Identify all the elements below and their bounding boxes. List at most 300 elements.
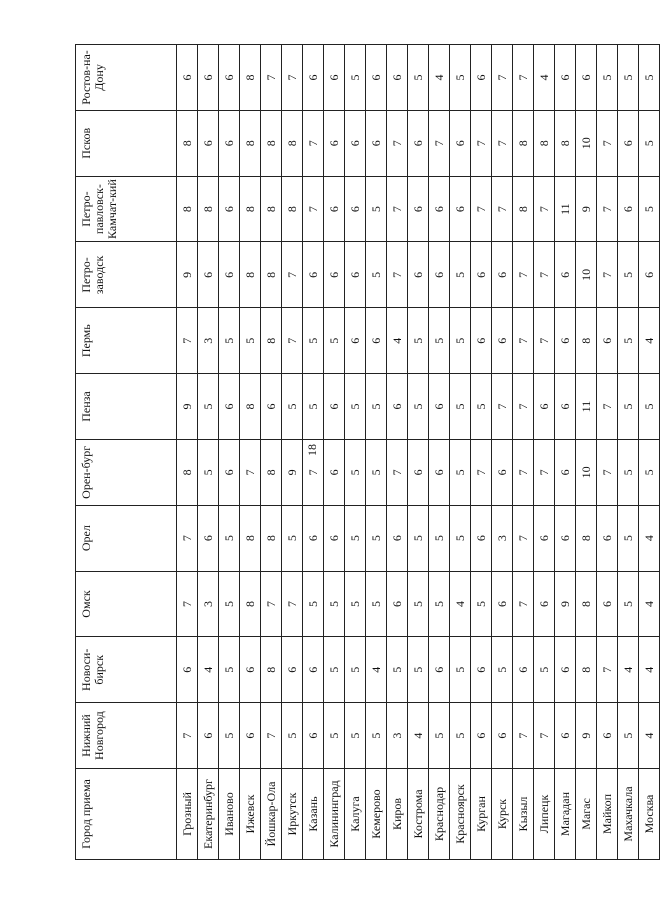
column-header: Ростов-на-Дону: [76, 45, 177, 111]
table-cell: 6: [240, 703, 261, 769]
table-cell: 8: [240, 505, 261, 571]
row-city: Краснодар: [429, 769, 450, 860]
table-cell: 5: [618, 505, 639, 571]
column-header: Пермь: [76, 308, 177, 374]
table-cell: 11: [555, 176, 576, 242]
row-city: Магас: [576, 769, 597, 860]
table-cell: 6: [555, 439, 576, 505]
table-cell: 7: [282, 45, 303, 111]
table-cell: 8: [282, 176, 303, 242]
table-row: [492, 45, 513, 860]
table-cell: 7: [534, 439, 555, 505]
row-city: Ижевск: [240, 769, 261, 860]
table-cell: 9: [177, 242, 198, 308]
column-header: Нижний Новгород: [76, 703, 177, 769]
table-cell: 7: [387, 439, 408, 505]
column-header: Петро-заводск: [76, 242, 177, 308]
table-cell: 5: [450, 505, 471, 571]
row-city: Кострома: [408, 769, 429, 860]
table-cell: 5: [429, 308, 450, 374]
table-cell: 8: [240, 110, 261, 176]
table-cell: 6: [408, 242, 429, 308]
table-cell: 5: [324, 703, 345, 769]
table-cell: 6: [492, 703, 513, 769]
table-cell: 7: [261, 571, 282, 637]
column-header: Орел: [76, 505, 177, 571]
table-cell: 3: [492, 505, 513, 571]
row-city: Кемерово: [366, 769, 387, 860]
table-cell: 6: [492, 571, 513, 637]
row-city: Махачкала: [618, 769, 639, 860]
table-cell: 7: [471, 110, 492, 176]
table-cell: 6: [303, 703, 324, 769]
table-cell: 6: [324, 45, 345, 111]
table-cell: 6: [324, 374, 345, 440]
table-cell: 5: [408, 308, 429, 374]
table-cell: 5: [408, 374, 429, 440]
table-row: [324, 45, 345, 860]
table-cell: 5: [219, 571, 240, 637]
table-cell: 6: [408, 110, 429, 176]
table-cell: 8: [513, 110, 534, 176]
table-row: [387, 45, 408, 860]
table-cell: 6: [555, 45, 576, 111]
table-cell: 5: [345, 703, 366, 769]
row-city: Курган: [471, 769, 492, 860]
table-cell: 7: [177, 505, 198, 571]
table-cell: 6: [198, 242, 219, 308]
table-cell: 6: [240, 637, 261, 703]
table-cell: 7: [597, 374, 618, 440]
table-cell: 6: [408, 176, 429, 242]
table-cell: 5: [408, 637, 429, 703]
table-cell: 6: [513, 637, 534, 703]
table-cell: 6: [366, 45, 387, 111]
table-cell: 8: [177, 110, 198, 176]
table-cell: 5: [450, 308, 471, 374]
table-cell: 8: [261, 637, 282, 703]
table-cell: 7: [177, 703, 198, 769]
table-cell: 4: [639, 703, 660, 769]
table-cell: 7: [513, 374, 534, 440]
row-city: Екатеринбург: [198, 769, 219, 860]
table-cell: 5: [324, 571, 345, 637]
table-cell: 7: [534, 703, 555, 769]
table-cell: 5: [366, 176, 387, 242]
table-row: [471, 45, 492, 860]
table-cell: 9: [282, 439, 303, 505]
table-cell: 7: [513, 308, 534, 374]
table-header-row: [76, 45, 177, 860]
table-cell: 7: [282, 242, 303, 308]
table-cell: 6: [282, 637, 303, 703]
table-cell: 7: [513, 703, 534, 769]
table-cell: 5: [450, 703, 471, 769]
row-city: Иркутск: [282, 769, 303, 860]
row-city: Грозный: [177, 769, 198, 860]
table-body: [177, 45, 660, 860]
table-cell: 5: [450, 45, 471, 111]
table-row: [555, 45, 576, 860]
table-cell: 6: [555, 637, 576, 703]
table-cell: 5: [303, 374, 324, 440]
table-cell: 8: [576, 505, 597, 571]
table-cell: 5: [639, 45, 660, 111]
table-cell: 5: [408, 45, 429, 111]
table-cell: 6: [639, 242, 660, 308]
table-cell: 5: [366, 439, 387, 505]
row-city: Кызыл: [513, 769, 534, 860]
column-header: Псков: [76, 110, 177, 176]
table-cell: 6: [345, 110, 366, 176]
table-cell: 5: [618, 242, 639, 308]
table-cell: 5: [429, 571, 450, 637]
table-cell: 7: [597, 176, 618, 242]
table-cell: 5: [618, 703, 639, 769]
row-city: Киров: [387, 769, 408, 860]
table-cell: 5: [366, 242, 387, 308]
table-cell: 5: [345, 374, 366, 440]
table-cell: 7: [261, 45, 282, 111]
table-cell: 6: [198, 505, 219, 571]
table-cell: 5: [450, 637, 471, 703]
table-cell: 6: [345, 308, 366, 374]
table-cell: 6: [492, 439, 513, 505]
table-cell: 6: [555, 374, 576, 440]
row-city: Казань: [303, 769, 324, 860]
table-cell: 7: [282, 308, 303, 374]
table-cell: 6: [303, 637, 324, 703]
table-cell: 8: [240, 374, 261, 440]
table-cell: 8: [282, 110, 303, 176]
table-cell: 7: [513, 505, 534, 571]
table-cell: 6: [387, 45, 408, 111]
table-cell: 5: [282, 374, 303, 440]
table-cell: 6: [429, 374, 450, 440]
table-cell: 6: [597, 571, 618, 637]
table-cell: 8: [261, 110, 282, 176]
table-cell: 7: [177, 571, 198, 637]
table-row: [198, 45, 219, 860]
table-cell: 3: [387, 703, 408, 769]
table-cell: 7: [303, 110, 324, 176]
table-cell: 7: [471, 439, 492, 505]
table-cell: 7: [534, 176, 555, 242]
table-cell: 6: [261, 374, 282, 440]
table-cell: 6: [198, 703, 219, 769]
table-cell: 7: [597, 242, 618, 308]
row-city: Курск: [492, 769, 513, 860]
table-cell: 6: [471, 505, 492, 571]
table-cell: 8: [261, 439, 282, 505]
table-cell: 5: [345, 439, 366, 505]
data-table: [75, 44, 660, 860]
table-cell: 7: [303, 176, 324, 242]
table-cell: 9: [576, 176, 597, 242]
table-cell: 4: [534, 45, 555, 111]
table-row: [345, 45, 366, 860]
table-cell: 7: [429, 110, 450, 176]
table-cell: 6: [219, 45, 240, 111]
table-cell: 4: [618, 637, 639, 703]
table-cell: 5: [471, 571, 492, 637]
column-header: Омск: [76, 571, 177, 637]
table-cell: 6: [408, 439, 429, 505]
table-cell: 5: [366, 703, 387, 769]
column-header: Орен-бург: [76, 439, 177, 505]
table-cell: 8: [513, 176, 534, 242]
table-cell: 6: [534, 505, 555, 571]
row-city: Майкоп: [597, 769, 618, 860]
table-cell: 5: [450, 439, 471, 505]
row-city: Москва: [639, 769, 660, 860]
table-cell: 4: [639, 505, 660, 571]
table-cell: 6: [198, 110, 219, 176]
table-cell: 8: [177, 439, 198, 505]
table-cell: 5: [219, 505, 240, 571]
table-cell: 5: [534, 637, 555, 703]
table-cell: 5: [618, 308, 639, 374]
table-cell: 5: [366, 571, 387, 637]
table-cell: 8: [534, 110, 555, 176]
table-cell: 9: [177, 374, 198, 440]
table-cell: 6: [219, 176, 240, 242]
table-cell: 6: [597, 703, 618, 769]
row-city: Йошкар-Ола: [261, 769, 282, 860]
table-cell: 5: [618, 45, 639, 111]
table-cell: 6: [345, 176, 366, 242]
table-cell: 5: [345, 571, 366, 637]
table-cell: 6: [387, 505, 408, 571]
table-cell: 5: [324, 637, 345, 703]
table-cell: 3: [198, 571, 219, 637]
table-cell: 6: [219, 242, 240, 308]
table-cell: 7: [513, 571, 534, 637]
table-cell: 7: [492, 45, 513, 111]
table-cell: 7: [492, 176, 513, 242]
row-city: Липецк: [534, 769, 555, 860]
table-cell: 6: [450, 110, 471, 176]
table-cell: 5: [303, 571, 324, 637]
table-cell: 6: [324, 242, 345, 308]
table-cell: 6: [534, 571, 555, 637]
table-cell: 6: [555, 308, 576, 374]
table-cell: 5: [450, 242, 471, 308]
table-cell: 6: [471, 703, 492, 769]
column-header: Новоси-бирск: [76, 637, 177, 703]
table-cell: 4: [429, 45, 450, 111]
table-cell: 5: [219, 703, 240, 769]
table-cell: 7: [513, 242, 534, 308]
table-cell: 7: [597, 110, 618, 176]
table-cell: 8: [261, 308, 282, 374]
table-cell: 4: [639, 308, 660, 374]
table-cell: 4: [387, 308, 408, 374]
table-row: [177, 45, 198, 860]
table-cell: 7: [261, 703, 282, 769]
table-cell: 7: [492, 110, 513, 176]
table-cell: 10: [576, 242, 597, 308]
table-cell: 8: [261, 242, 282, 308]
table-row: [366, 45, 387, 860]
table-cell: 5: [198, 439, 219, 505]
table-cell: 6: [576, 45, 597, 111]
table-cell: 8: [555, 110, 576, 176]
table-cell: 5: [366, 374, 387, 440]
table-cell: 7: [597, 439, 618, 505]
table-cell: 6: [219, 374, 240, 440]
column-header-city: Город приема: [76, 769, 177, 860]
table-row: [429, 45, 450, 860]
table-cell: 6: [618, 110, 639, 176]
table-row: [303, 45, 324, 860]
table-cell: 7: [387, 242, 408, 308]
table-cell: 5: [240, 308, 261, 374]
table-cell: 6: [219, 110, 240, 176]
table-cell: 4: [408, 703, 429, 769]
table-cell: 8: [576, 571, 597, 637]
table-cell: 8: [240, 176, 261, 242]
table-cell: 5: [408, 505, 429, 571]
table-cell: 6: [597, 308, 618, 374]
table-row: [618, 45, 639, 860]
table-cell: 6: [471, 45, 492, 111]
table-cell: 7: [513, 439, 534, 505]
table-cell: 6: [471, 308, 492, 374]
table-cell: 6: [429, 242, 450, 308]
row-city: Красноярск: [450, 769, 471, 860]
table-cell: 5: [618, 374, 639, 440]
table-row: [576, 45, 597, 860]
table-cell: 6: [492, 242, 513, 308]
rotated-table-container: [75, 44, 656, 860]
table-cell: 6: [324, 176, 345, 242]
table-cell: 6: [366, 308, 387, 374]
table-cell: 4: [639, 637, 660, 703]
table-cell: 7: [471, 176, 492, 242]
table-cell: 5: [492, 637, 513, 703]
table-cell: 6: [618, 176, 639, 242]
table-cell: 5: [303, 308, 324, 374]
table-cell: 4: [198, 637, 219, 703]
table-cell: 9: [555, 571, 576, 637]
table-row: [597, 45, 618, 860]
table-cell: 6: [198, 45, 219, 111]
table-cell: 8: [240, 45, 261, 111]
row-city: Калининград: [324, 769, 345, 860]
table-cell: 6: [534, 374, 555, 440]
table-cell: 6: [555, 242, 576, 308]
table-cell: 7: [597, 637, 618, 703]
table-row: [282, 45, 303, 860]
table-cell: 5: [387, 637, 408, 703]
table-cell: 6: [471, 242, 492, 308]
table-cell: 5: [324, 308, 345, 374]
table-cell: 7: [387, 176, 408, 242]
table-cell: 5: [345, 637, 366, 703]
table-cell: 6: [324, 505, 345, 571]
table-cell: 6: [429, 637, 450, 703]
table-cell: 7: [303, 439, 324, 505]
table-cell: 6: [345, 242, 366, 308]
column-header: Петро-павловск-Камчат-кий: [76, 176, 177, 242]
table-cell: 6: [555, 505, 576, 571]
table-cell: 8: [261, 505, 282, 571]
table-cell: 4: [450, 571, 471, 637]
table-cell: 5: [408, 571, 429, 637]
table-cell: 8: [177, 176, 198, 242]
table-cell: 8: [576, 637, 597, 703]
table-cell: 6: [429, 176, 450, 242]
table-cell: 8: [240, 571, 261, 637]
table-cell: 5: [639, 110, 660, 176]
table-cell: 6: [450, 176, 471, 242]
table-cell: 7: [282, 571, 303, 637]
table-cell: 7: [534, 308, 555, 374]
table-cell: 8: [261, 176, 282, 242]
table-cell: 6: [177, 45, 198, 111]
table-cell: 7: [177, 308, 198, 374]
page-number: 18: [305, 444, 319, 456]
table-cell: 6: [366, 110, 387, 176]
table-cell: 7: [387, 110, 408, 176]
table-cell: 7: [513, 45, 534, 111]
table-cell: 6: [219, 439, 240, 505]
table-cell: 5: [639, 374, 660, 440]
table-cell: 8: [576, 308, 597, 374]
table-cell: 5: [639, 176, 660, 242]
table-cell: 5: [366, 505, 387, 571]
table-cell: 5: [429, 505, 450, 571]
table-row: [240, 45, 261, 860]
table-row: [219, 45, 240, 860]
table-cell: 7: [534, 242, 555, 308]
table-cell: 6: [597, 505, 618, 571]
table-cell: 5: [282, 505, 303, 571]
table-cell: 5: [345, 45, 366, 111]
table-cell: 5: [618, 571, 639, 637]
table-cell: 6: [387, 374, 408, 440]
table-row: [513, 45, 534, 860]
table-cell: 3: [198, 308, 219, 374]
table-cell: 9: [576, 703, 597, 769]
table-cell: 5: [282, 703, 303, 769]
table-cell: 6: [471, 637, 492, 703]
table-cell: 6: [429, 439, 450, 505]
table-cell: 5: [429, 703, 450, 769]
table-cell: 5: [471, 374, 492, 440]
table-cell: 5: [450, 374, 471, 440]
table-cell: 4: [366, 637, 387, 703]
table-cell: 10: [576, 110, 597, 176]
table-cell: 6: [324, 439, 345, 505]
table-row: [534, 45, 555, 860]
table-cell: 5: [639, 439, 660, 505]
column-header: Пенза: [76, 374, 177, 440]
table-row: [450, 45, 471, 860]
table-cell: 6: [303, 505, 324, 571]
table-cell: 6: [303, 45, 324, 111]
table-cell: 5: [597, 45, 618, 111]
table-cell: 6: [324, 110, 345, 176]
table-cell: 6: [303, 242, 324, 308]
table-cell: 5: [345, 505, 366, 571]
table-cell: 5: [219, 308, 240, 374]
table-row: [639, 45, 660, 860]
row-city: Магадан: [555, 769, 576, 860]
table-cell: 6: [555, 703, 576, 769]
table-cell: 6: [177, 637, 198, 703]
